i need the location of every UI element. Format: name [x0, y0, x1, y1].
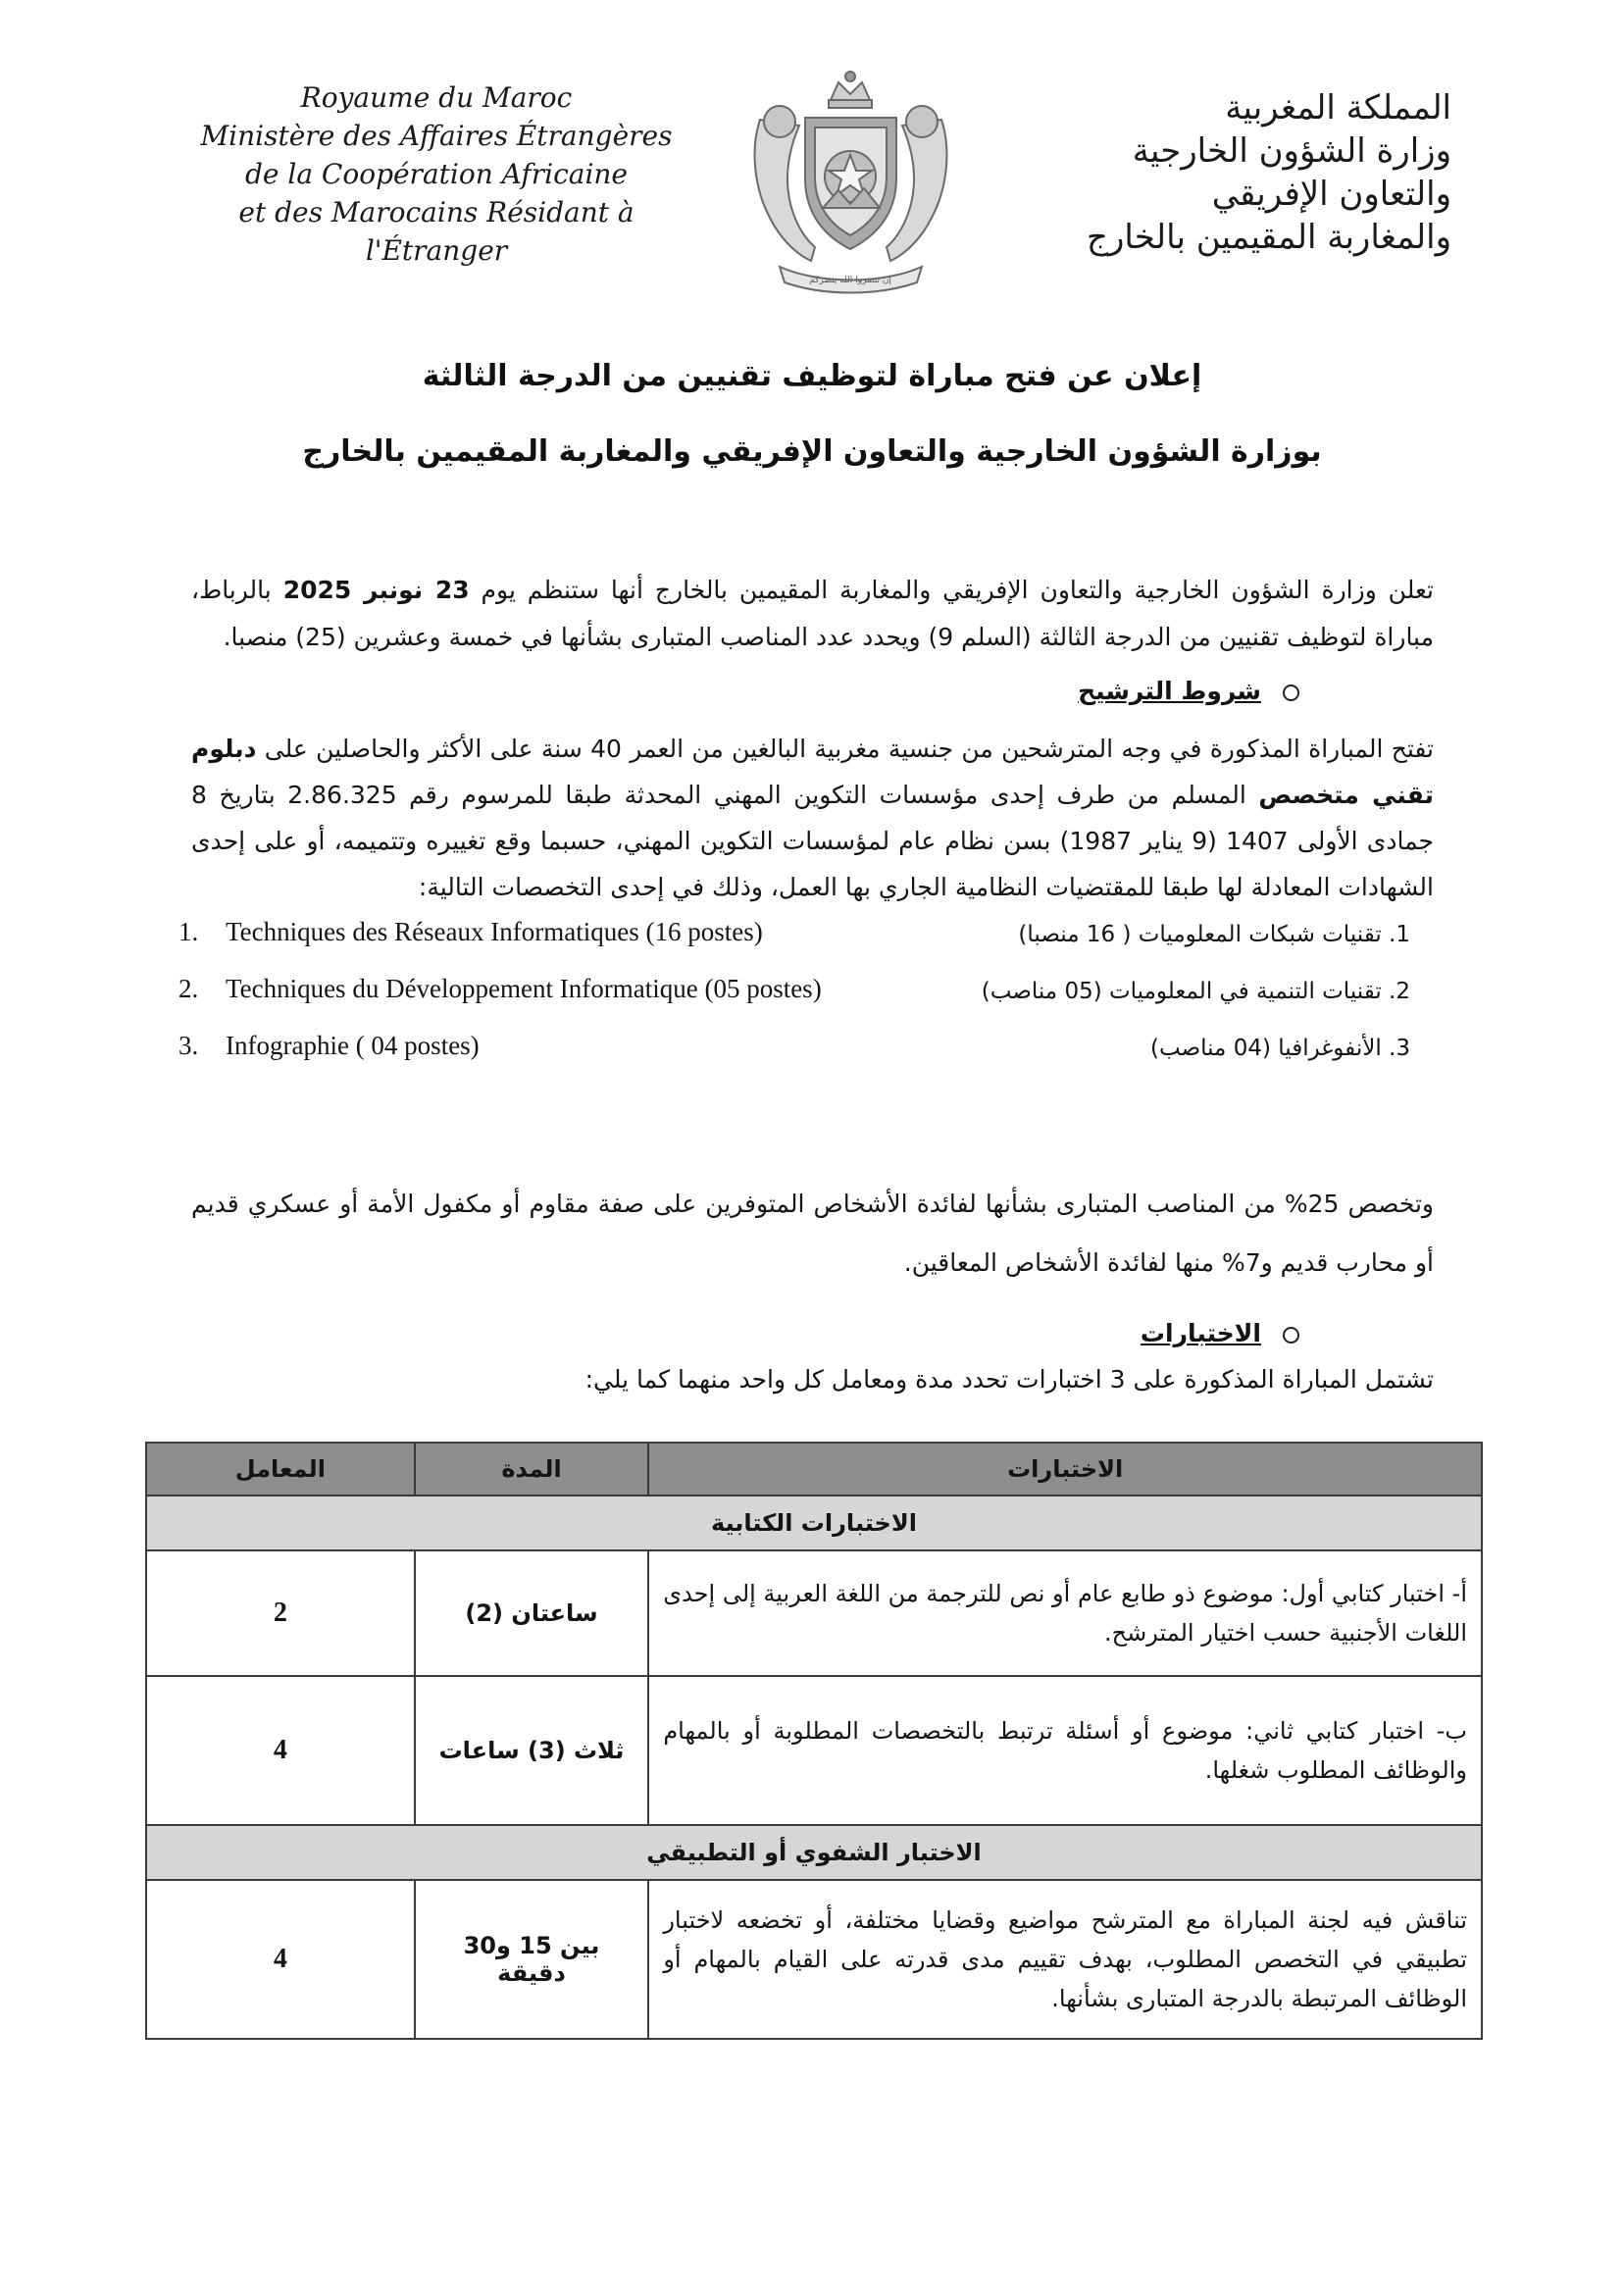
list-item: 2. تقنيات التنمية في المعلوميات (05 مناصب) — [981, 979, 1410, 1004]
table-section-row — [146, 1496, 1482, 1550]
exams-intro: تشتمل المباراة المذكورة على 3 اختبارات تحدد مدة ومعامل كل واحد منهما كما يلي: — [584, 1365, 1434, 1394]
exam-description: ب- اختبار كتابي ثاني: موضوع أو أسئلة ترتبط بالتخصصات المطلوبة أو بالمهام والوظائف المطلوب شغلها. — [648, 1676, 1482, 1825]
table-row — [146, 1676, 1482, 1825]
intro-text-a: تعلن وزارة الشؤون الخارجية والتعاون الإفريقي والمغاربة المقيمين بالخارج أنها ستنظم يوم — [481, 576, 1435, 604]
header-ar-line-1: المملكة المغربية — [1225, 88, 1451, 127]
column-header-coefficient: المعامل — [146, 1443, 415, 1496]
exam-coefficient: 4 — [146, 1676, 415, 1825]
header-french — [181, 78, 691, 270]
conditions-heading — [981, 677, 1299, 705]
announcement-title: إعلان عن فتح مباراة لتوظيف تقنيين من الدرجة الثالثة — [422, 359, 1202, 393]
column-header-duration: المدة — [415, 1443, 649, 1496]
table-row — [146, 1880, 1482, 2039]
conditions-text-b: المسلم من طرف إحدى مؤسسات التكوين المهني المحدثة طبقا للمرسوم رقم 2.86.325 بتاريخ 8 جمادى الأولى 1407 (9 يناير 1987) بسن نظام عام لمؤسسات التكوين المهني، حسبما وقع تغييره وتتميمه، أو على إحدى الشهادات المعادلة لها طبقا للمقتضيات النظامية الجاري بها العمل، وذلك في إحدى التخصصات التالية: — [191, 781, 1435, 901]
list-item — [178, 974, 924, 1031]
column-header-tests: الاختبارات — [648, 1443, 1482, 1496]
header-arabic — [1020, 86, 1451, 259]
list-item — [178, 1031, 924, 1088]
announcement-subtitle: بوزارة الشؤون الخارجية والتعاون الإفريقي والمغاربة المقيمين بالخارج — [302, 434, 1322, 469]
exam-coefficient: 2 — [146, 1550, 415, 1676]
intro-paragraph — [191, 567, 1434, 661]
exam-description: أ- اختبار كتابي أول: موضوع ذو طابع عام أو نص للترجمة من اللغة العربية إلى إحدى اللغات الأجنبية حسب اختيار المترشح. — [648, 1550, 1482, 1676]
quota-paragraph: وتخصص 25% من المناصب المتبارى بشأنها لفائدة الأشخاص المتوفرين على صفة مقاوم أو مكفول الأمة أو عسكري قديم أو محارب قديم و7% منها لفائدة الأشخاص المعاقين. — [191, 1190, 1434, 1277]
conditions-text-a: تفتح المباراة المذكورة في وجه المترشحين من جنسية مغربية البالغين من العمر 40 سنة على الأكثر والحاصلين على — [264, 735, 1435, 763]
list-item: 3. الأنفوغرافيا (04 مناصب) — [1150, 1036, 1410, 1061]
specialties-list-arabic — [937, 922, 1410, 1092]
circle-bullet-icon — [1283, 1327, 1299, 1344]
table-row — [146, 1550, 1482, 1676]
list-item-number: 1. — [178, 917, 199, 946]
header-fr-line-1: Royaume du Maroc — [300, 81, 573, 114]
specialties-list-french — [178, 917, 924, 1088]
intro-date: 23 نونبر 2025 — [282, 576, 470, 604]
list-item-label: Infographie ( 04 postes) — [226, 1031, 480, 1060]
conditions-heading-label: شروط الترشيح — [1078, 677, 1261, 705]
list-item-label: Techniques du Développement Informatique (05 postes) — [226, 974, 822, 1003]
oral-exam-title: الاختبار الشفوي أو التطبيقي — [146, 1825, 1482, 1880]
header-fr-line-3: de la Coopération Africaine — [244, 158, 629, 190]
conditions-paragraph — [191, 726, 1434, 910]
list-item-number: 2. — [178, 974, 199, 1003]
header-ar-line-2: وزارة الشؤون الخارجية — [1132, 131, 1451, 171]
exam-coefficient: 4 — [146, 1880, 415, 2039]
emblem-motto: إن تنصروا الله ينصركم — [809, 276, 891, 285]
header-fr-line-2: Ministère des Affaires Étrangères — [200, 120, 673, 152]
list-item: 1. تقنيات شبكات المعلوميات ( 16 منصبا) — [1018, 922, 1410, 947]
list-item-number: 3. — [178, 1031, 199, 1060]
intro-text-b: بالرباط، مباراة لتوظيف تقنيين من الدرجة الثالثة (السلم 9) ويحدد عدد المناصب المتبارى بشأنها في خمسة وعشرين (25) منصبا. — [191, 576, 1434, 651]
written-exams-title: الاختبارات الكتابية — [146, 1496, 1482, 1550]
conditions-diploma: دبلوم تقني متخصص — [191, 735, 1434, 809]
header-fr-line-4: et des Marocains Résidant à l'Étranger — [238, 196, 634, 267]
table-header-row — [146, 1443, 1482, 1496]
list-item — [178, 917, 924, 974]
exams-heading-label: الاختبارات — [1140, 1319, 1261, 1347]
royal-emblem-icon — [740, 61, 961, 301]
circle-bullet-icon — [1283, 685, 1299, 701]
exam-description: تناقش فيه لجنة المباراة مع المترشح مواضيع وقضايا مختلفة، أو تخضعه لاختبار تطبيقي في التخصص المطلوب، بهدف تقييم مدى قدرته على القيام بالمهام أو الوظائف المرتبطة بالدرجة المتبارى بشأنها. — [648, 1880, 1482, 2039]
exam-duration: ساعتان (2) — [415, 1550, 649, 1676]
header-ar-line-4: والمغاربة المقيمين بالخارج — [1087, 218, 1451, 257]
table-section-row — [146, 1825, 1482, 1880]
exams-heading — [981, 1319, 1299, 1347]
exam-duration: ثلاث (3) ساعات — [415, 1676, 649, 1825]
exams-table — [145, 1442, 1483, 2040]
header-ar-line-3: والتعاون الإفريقي — [1211, 175, 1451, 214]
list-item-label: Techniques des Réseaux Informatiques (16 postes) — [226, 917, 763, 946]
exam-duration: بين 15 و30 دقيقة — [415, 1880, 649, 2039]
